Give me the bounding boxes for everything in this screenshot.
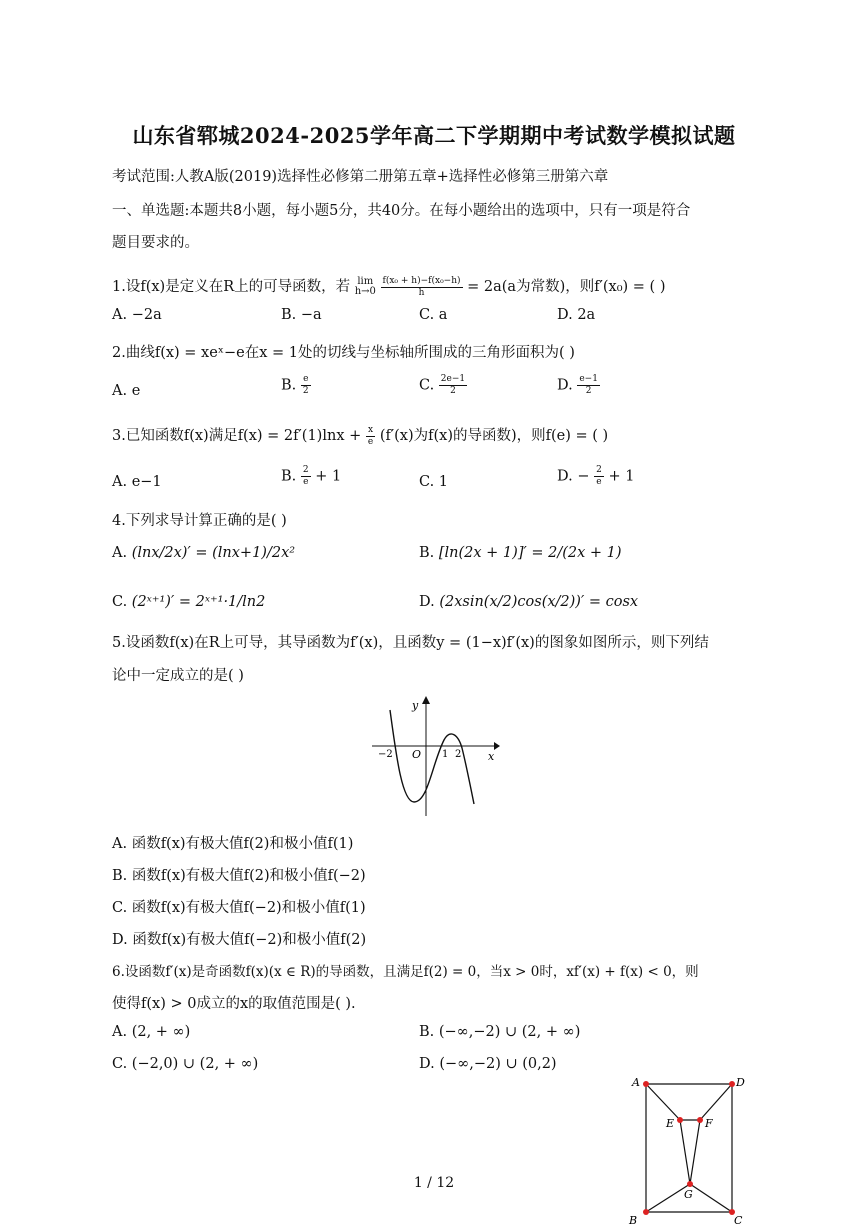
option-tail: + 1 [315, 468, 342, 485]
question-5-option-c[interactable]: C. 函数f(x)有极大值f(−2)和极小值f(1) [112, 900, 366, 916]
fraction-numerator: 2 [596, 465, 602, 475]
question-5-option-b[interactable]: B. 函数f(x)有极大值f(2)和极小值f(−2) [112, 868, 366, 884]
option-label: A. [112, 545, 128, 561]
question-6-option-c[interactable]: C. (−2,0) ∪ (2, + ∞) [112, 1056, 259, 1072]
question-5-option-d[interactable]: D. 函数f(x)有极大值f(−2)和极小值f(2) [112, 932, 367, 948]
question-1-option-c[interactable]: C. a [419, 307, 448, 323]
option-label: C. [112, 594, 128, 610]
label-c: C [734, 1214, 743, 1227]
origin-label: O [412, 748, 422, 761]
question-1-text-b: = 2a(a为常数)，则f′(x₀) = ( ) [467, 279, 666, 295]
question-3-option-a[interactable]: A. e−1 [112, 474, 162, 490]
point-e [677, 1117, 683, 1123]
option-label: B. [419, 545, 435, 561]
geometry-figure [626, 1070, 756, 1227]
question-6-option-d[interactable]: D. (−∞,−2) ∪ (0,2) [419, 1056, 557, 1072]
label-b: B [629, 1214, 638, 1227]
option-expression: [ln(2x + 1)]′ = 2/(2x + 1) [438, 545, 622, 561]
fraction-denominator: e [596, 477, 602, 487]
fraction-denominator: 2 [585, 386, 592, 396]
question-5-graph [368, 694, 500, 819]
x-axis-label: x [488, 750, 495, 763]
question-3-option-c[interactable]: C. 1 [419, 474, 449, 490]
option-label: D. [419, 594, 435, 610]
question-5-option-a[interactable]: A. 函数f(x)有极大值f(2)和极小值f(1) [112, 836, 354, 852]
question-5-stem-line2: 论中一定成立的是( ) [112, 668, 244, 684]
question-1-option-b[interactable]: B. −a [281, 307, 322, 323]
fraction-numerator: e−1 [579, 374, 598, 384]
question-3-option-d[interactable] [557, 465, 634, 488]
option-tail: + 1 [608, 468, 635, 485]
question-1-text-a: 1.设f(x)是定义在R上的可导函数，若 [112, 279, 351, 295]
tick-minus-2: −2 [378, 749, 393, 760]
label-d: D [736, 1076, 745, 1089]
option-expression: (lnx/2x)′ = (lnx+1)/2x² [131, 545, 296, 561]
fraction-denominator: e [367, 436, 374, 447]
page-title: 山东省郓城2024-2025学年高二下学期期中考试数学模拟试题 [132, 123, 736, 148]
label-g: G [684, 1188, 693, 1201]
point-b [643, 1209, 649, 1215]
point-d [729, 1081, 735, 1087]
question-4-option-d[interactable] [419, 594, 638, 610]
question-4-option-a[interactable] [112, 545, 295, 561]
x-axis-arrow [494, 742, 500, 750]
fraction-numerator: 2 [302, 465, 309, 475]
question-4-stem: 4.下列求导计算正确的是( ) [112, 513, 287, 529]
fraction-numerator: f(x₀ + h)−f(x₀−h) [382, 275, 461, 286]
question-1-stem [112, 275, 665, 299]
tick-2: 2 [455, 749, 462, 760]
section-instructions-line1: 一、单选题:本题共8小题，每小题5分，共40分。在每小题给出的选项中，只有一项是符合 [112, 203, 691, 219]
question-1-option-a[interactable]: A. −2a [112, 307, 162, 323]
question-2-option-a[interactable]: A. e [112, 383, 141, 399]
limit-label: lim [357, 276, 374, 287]
y-axis-arrow [422, 696, 430, 704]
question-2-stem: 2.曲线f(x) = xeˣ−e在x = 1处的切线与坐标轴所围成的三角形面积为( ) [112, 345, 575, 361]
limit-sub: h→0 [354, 286, 376, 297]
question-4-option-b[interactable] [419, 545, 622, 561]
question-6-stem-line2: 使得f(x) > 0成立的x的取值范围是( ). [112, 996, 356, 1012]
question-2-option-b[interactable] [281, 374, 311, 397]
question-6-option-b[interactable]: B. (−∞,−2) ∪ (2, + ∞) [419, 1024, 581, 1040]
question-1-fraction [381, 276, 463, 299]
option-label: B. [281, 468, 297, 485]
y-axis-label: y [412, 699, 419, 712]
option-expression: (2xsin(x/2)cos(x/2))′ = cosx [439, 594, 639, 610]
segment-ae [646, 1084, 680, 1120]
label-f: F [705, 1117, 713, 1130]
question-1-option-d[interactable]: D. 2a [557, 307, 596, 323]
question-3-stem [112, 424, 608, 448]
fraction-denominator: e [303, 477, 309, 487]
question-3-option-b[interactable] [281, 465, 341, 488]
question-2-option-c[interactable] [419, 374, 467, 397]
question-3-text-a: 3.已知函数f(x)满足f(x) = 2f′(1)lnx + [112, 428, 362, 444]
option-expression: (2ˣ⁺¹)′ = 2ˣ⁺¹·1/ln2 [131, 594, 266, 610]
fraction-denominator: h [418, 287, 425, 298]
question-2-option-d[interactable] [557, 374, 600, 397]
page-number: 1 / 12 [413, 1175, 455, 1191]
point-f [697, 1117, 703, 1123]
option-label: B. [281, 377, 297, 394]
graph-curve [390, 710, 474, 804]
option-label: D. − [557, 468, 590, 485]
fraction-numerator: x [366, 425, 375, 437]
question-6-option-a[interactable]: A. (2, + ∞) [112, 1024, 191, 1040]
option-label: D. [557, 377, 573, 394]
segment-df [700, 1084, 732, 1120]
exam-scope: 考试范围:人教A版(2019)选择性必修第二册第五章+选择性必修第三册第六章 [112, 169, 609, 185]
question-3-text-b: (f′(x)为f(x)的导函数)，则f(e) = ( ) [379, 428, 609, 444]
fraction-denominator: 2 [450, 386, 456, 396]
fraction-numerator: 2e−1 [440, 374, 466, 384]
section-instructions-line2: 题目要求的。 [112, 235, 199, 251]
question-6-stem-line1: 6.设函数f′(x)是奇函数f(x)(x ∈ R)的导函数，且满足f(2) = 0，当x > 0时，xf′(x) + f(x) < 0，则 [112, 964, 699, 980]
option-label: C. [419, 377, 435, 394]
question-4-option-c[interactable] [112, 594, 265, 610]
question-1-limit [355, 277, 376, 297]
point-a [643, 1081, 649, 1087]
question-5-stem-line1: 5.设函数f(x)在R上可导，其导函数为f′(x)，且函数y = (1−x)f′(x)的图象如图所示，则下列结 [112, 635, 709, 651]
label-e: E [666, 1117, 675, 1130]
label-a: A [632, 1076, 640, 1089]
fraction-denominator: 2 [302, 386, 309, 396]
fraction-numerator: e [301, 374, 311, 386]
tick-1: 1 [442, 749, 449, 760]
